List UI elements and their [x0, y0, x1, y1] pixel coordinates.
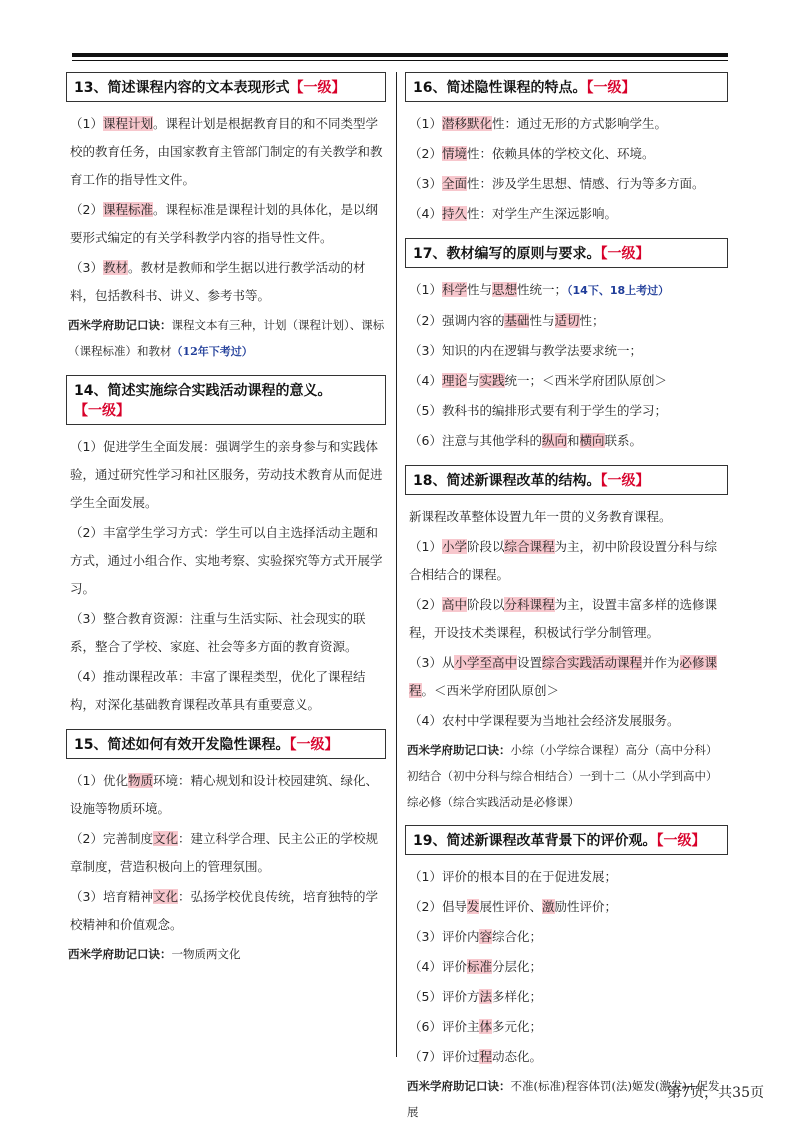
mnemonic-text: 课程文本有三种，计划（课程计划）、课标（课程标准）和教材: [68, 318, 385, 358]
paragraph: （1）课程计划。课程计划是根据教育目的和不同类型学校的教育任务，由国家教育主管部门制定的有关教学和教育工作的指导性文件。: [70, 116, 383, 187]
paragraph: （2）倡导发展性评价、激励性评价；: [409, 899, 618, 914]
left-column: [66, 72, 386, 977]
highlight: 分科课程: [504, 597, 555, 612]
highlight: 文化: [152, 831, 178, 846]
highlight: 容: [479, 929, 492, 944]
highlight: 理论: [441, 373, 467, 388]
highlight: 程: [479, 1049, 492, 1064]
highlight: 课程标准: [102, 202, 153, 217]
mnemonic: [405, 737, 728, 815]
paragraph: （4）农村中学课程要为当地社会经济发展服务。: [409, 713, 680, 728]
paragraph: （4）持久性：对学生产生深远影响。: [409, 206, 617, 221]
paragraph: （2）强调内容的基础性与适切性；: [409, 313, 605, 328]
paragraph: （2）课程标准。课程标准是课程计划的具体化，是以纲要形式编定的有关学科教学内容的指导性文件。: [70, 202, 378, 245]
section-title-text: 15、简述如何有效开发隐性课程。: [74, 737, 290, 753]
mnemonic-label: 西米学府助记口诀：: [68, 947, 172, 961]
paragraph: （3）知识的内在逻辑与教学法要求统一；: [409, 343, 642, 358]
level-badge: 【一级】: [289, 80, 346, 96]
highlight: 综合课程: [504, 539, 555, 554]
section-title: [66, 375, 386, 425]
highlight: 潜移默化: [441, 116, 492, 131]
highlight: 体: [479, 1019, 492, 1034]
section-title: [405, 238, 728, 268]
mnemonic: [66, 312, 386, 365]
highlight: 激: [541, 899, 555, 914]
highlight: 标准: [466, 959, 492, 974]
paragraph: （6）评价主体多元化；: [409, 1019, 542, 1034]
section-16: [405, 72, 728, 228]
highlight: 法: [479, 989, 492, 1004]
section-title-text: 14、简述实施综合实践活动课程的意义。: [74, 383, 332, 399]
level-badge: 【一级】: [656, 833, 706, 849]
section-title: [66, 729, 386, 759]
paragraph: （2）高中阶段以分科课程为主，设置丰富多样的选修课程，开设技术类课程，积极试行学分制管理。: [409, 597, 718, 640]
section-15: [66, 729, 386, 967]
level-badge: 【一级】: [600, 246, 650, 262]
section-title-text: 17、教材编写的原则与要求。: [413, 246, 601, 262]
paragraph: （3）评价内容综合化；: [409, 929, 542, 944]
highlight: 教材: [102, 260, 128, 275]
header-rule-thin: [72, 60, 728, 61]
section-title: [405, 465, 728, 495]
highlight: 全面: [441, 176, 467, 191]
paragraph: （3）教材。教材是教师和学生据以进行教学活动的材料，包括教科书、讲义、参考书等。: [70, 260, 366, 303]
section-title-text: 16、简述隐性课程的特点。: [413, 80, 587, 96]
mnemonic-label: 西米学府助记口诀：: [407, 743, 511, 757]
level-badge: 【一级】: [74, 403, 130, 419]
level-badge: 【一级】: [289, 737, 339, 753]
paragraph: （2）情境性：依赖具体的学校文化、环境。: [409, 146, 655, 161]
paragraph: （7）评价过程动态化。: [409, 1049, 542, 1064]
highlight: 课程计划: [102, 116, 153, 131]
paragraph: （1）优化物质环境：精心规划和设计校园建筑、绿化、设施等物质环境。: [70, 773, 378, 816]
section-18: [405, 465, 728, 815]
highlight: 高中: [441, 597, 467, 612]
paragraph: （3）培育精神文化：弘扬学校优良传统，培育独特的学校精神和价值观念。: [70, 889, 378, 932]
paragraph: （6）注意与其他学科的纵向和横向联系。: [409, 433, 643, 448]
paragraph: （1）科学性与思想性统一；（14下、18上考过）: [409, 282, 670, 297]
highlight: 纵向: [541, 433, 567, 448]
mnemonic: [66, 941, 386, 967]
highlight: 科学: [441, 282, 467, 297]
mnemonic-text: 小综（小学综合课程）高分（高中分科）初结合（初中分科与综合相结合）一到十二（从小学到高中）综必修（综合实践活动是必修课）: [407, 743, 718, 809]
paragraph: （3）全面性：涉及学生思想、情感、行为等多方面。: [409, 176, 705, 191]
paragraph: （1）潜移默化性：通过无形的方式影响学生。: [409, 116, 667, 131]
paragraph: （2）完善制度文化：建立科学合理、民主公正的学校规章制度，营造积极向上的管理氛围。: [70, 831, 378, 874]
section-title-text: 13、简述课程内容的文本表现形式: [74, 80, 290, 96]
header-rule-thick: [72, 53, 728, 57]
exam-note: （12年下考过）: [171, 345, 253, 358]
paragraph: （4）评价标准分层化；: [409, 959, 542, 974]
paragraph: （3）整合教育资源：注重与生活实际、社会现实的联系，整合了学校、家庭、社会等多方面的教育资源。: [70, 611, 366, 654]
highlight: 情境: [441, 146, 467, 161]
section-title-text: 19、简述新课程改革背景下的评价观。: [413, 833, 657, 849]
paragraph: （1）小学阶段以综合课程为主，初中阶段设置分科与综合相结合的课程。: [409, 539, 718, 582]
highlight: 持久: [441, 206, 467, 221]
paragraph: （1）评价的根本目的在于促进发展；: [409, 869, 617, 884]
level-badge: 【一级】: [586, 80, 636, 96]
section-title-text: 18、简述新课程改革的结构。: [413, 473, 601, 489]
highlight: 横向: [579, 433, 605, 448]
highlight: 必修课程: [409, 655, 718, 698]
highlight: 基础: [504, 313, 530, 328]
paragraph: （4）理论与实践统一；＜西米学府团队原创＞: [409, 373, 668, 388]
paragraph: （5）教科书的编排形式要有利于学生的学习；: [409, 403, 667, 418]
section-title: [66, 72, 386, 102]
section-13: [66, 72, 386, 365]
section-title: [405, 825, 728, 855]
highlight: 小学: [441, 539, 467, 554]
paragraph: （2）丰富学生学习方式：学生可以自主选择活动主题和方式，通过小组合作、实地考察、实验探究等方式开展学习。: [70, 525, 383, 596]
highlight: 物质: [127, 773, 153, 788]
highlight: 小学至高中: [454, 655, 517, 670]
section-17: [405, 238, 728, 455]
highlight: 发: [466, 899, 480, 914]
paragraph: （4）推动课程改革：丰富了课程类型，优化了课程结构，对深化基础教育课程改革具有重要意义。: [70, 669, 366, 712]
paragraph: （1）促进学生全面发展：强调学生的亲身参与和实践体验，通过研究性学习和社区服务，劳动技术教育从而促进学生全面发展。: [70, 439, 383, 510]
paragraph: 新课程改革整体设置九年一贯的义务教育课程。: [409, 509, 672, 524]
page-number: 第7页，共35页: [667, 1085, 764, 1101]
highlight: 实践: [479, 373, 505, 388]
mnemonic-label: 西米学府助记口诀：: [68, 318, 172, 332]
highlight: 综合实践活动课程: [541, 655, 642, 670]
mnemonic-label: 西米学府助记口诀：: [407, 1079, 511, 1093]
mnemonic-text: 不准(标准)程容体罚(法)姬发(激发)+促发展: [407, 1079, 720, 1119]
paragraph: （3）从小学至高中设置综合实践活动课程并作为必修课程。＜西米学府团队原创＞: [409, 655, 718, 698]
highlight: 适切: [554, 313, 580, 328]
section-19: [405, 825, 728, 1125]
mnemonic-text: 一物质两文化: [171, 947, 241, 961]
paragraph: （5）评价方法多样化；: [409, 989, 542, 1004]
level-badge: 【一级】: [600, 473, 650, 489]
section-title: [405, 72, 728, 102]
column-divider: [396, 72, 397, 1057]
section-14: [66, 375, 386, 719]
right-column: [405, 72, 728, 1135]
highlight: 思想: [491, 282, 517, 297]
exam-note: （14下、18上考过）: [567, 284, 670, 297]
highlight: 文化: [152, 889, 178, 904]
